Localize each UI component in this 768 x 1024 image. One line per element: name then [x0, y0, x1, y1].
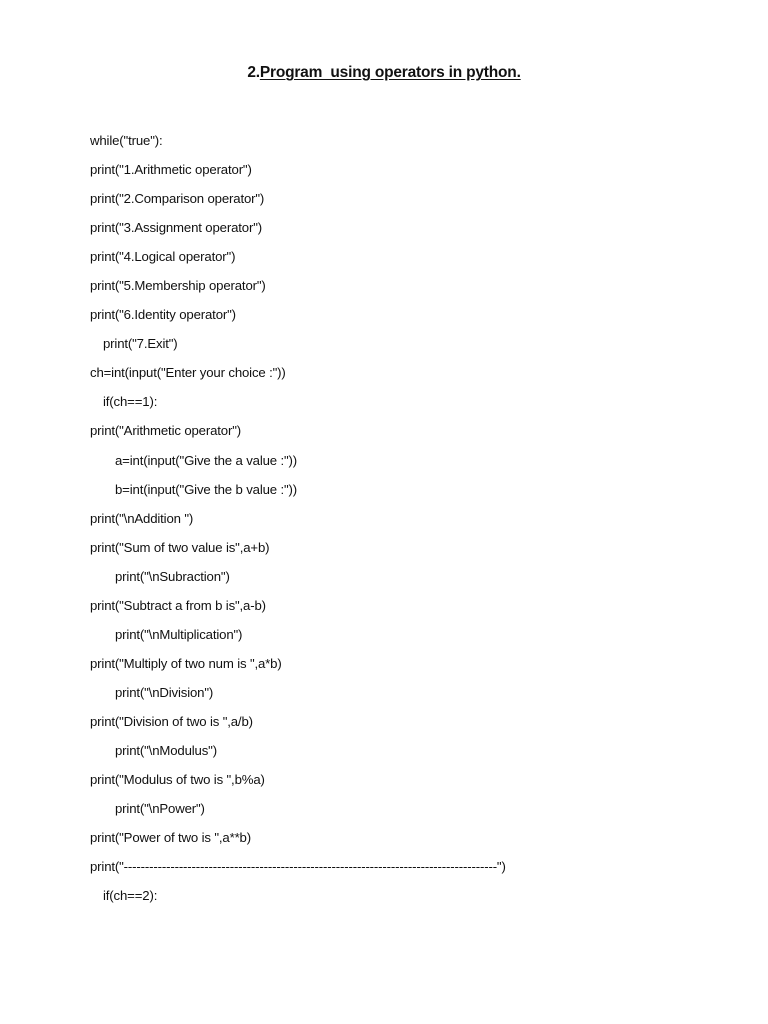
code-block — [90, 131, 730, 915]
code-line: print("7.Exit") — [103, 336, 178, 352]
title-text: Program using operators in python. — [259, 64, 521, 81]
code-line: if(ch==2): — [103, 888, 158, 904]
code-line: a=int(input("Give the a value :")) — [115, 452, 298, 468]
code-line: print("Division of two is ",a/b) — [90, 713, 253, 729]
code-line: print("Arithmetic operator") — [90, 423, 242, 439]
code-line: print("\nMultiplication") — [115, 626, 243, 642]
code-line: while("true"): — [90, 133, 163, 148]
code-line: print("1.Arithmetic operator") — [90, 162, 252, 178]
code-line: print("3.Assignment operator") — [90, 220, 262, 236]
code-line: print("Modulus of two is ",b%a) — [90, 772, 265, 788]
code-line: print("5.Membership operator") — [90, 278, 266, 294]
code-line: print("Subtract a from b is",a-b) — [90, 597, 266, 613]
code-line: print("Power of two is ",a**b) — [90, 830, 251, 846]
code-line: print("\nDivision") — [115, 684, 214, 700]
code-line: print("\nSubraction") — [115, 568, 230, 584]
code-line: print("----------------------------------------------------------------------------------------") — [90, 859, 506, 875]
code-line: print("\nAddition ") — [90, 510, 194, 526]
code-line: print("Multiply of two num is ",a*b) — [90, 655, 282, 671]
code-line: ch=int(input("Enter your choice :")) — [90, 365, 286, 381]
code-line: b=int(input("Give the b value :")) — [115, 481, 298, 497]
code-line: print("\nModulus") — [115, 742, 217, 758]
code-line: if(ch==1): — [103, 394, 158, 410]
code-line: print("6.Identity operator") — [90, 307, 236, 323]
code-line: print("2.Comparison operator") — [90, 191, 265, 207]
page-title — [0, 64, 768, 82]
code-line: print("Sum of two value is",a+b) — [90, 539, 270, 555]
code-line: print("4.Logical operator") — [90, 249, 236, 265]
title-number: 2. — [247, 64, 260, 81]
code-line: print("\nPower") — [115, 801, 205, 817]
